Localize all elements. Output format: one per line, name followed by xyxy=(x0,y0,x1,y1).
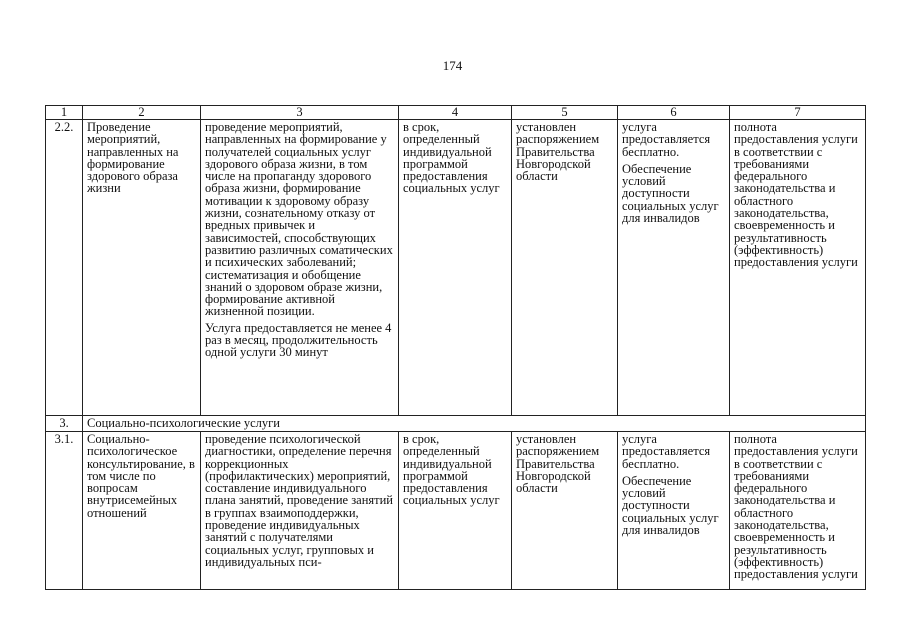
service-content xyxy=(201,120,399,416)
header-cell: 6 xyxy=(618,106,730,120)
service-content-paragraph: Услуга предоставляется не менее 4 раз в месяц, продолжительность одной услуги 30 минут xyxy=(205,320,392,360)
service-cost-paragraph: Обеспечение условий доступности социальных услуг для инвалидов xyxy=(622,161,719,226)
header-cell: 3 xyxy=(201,106,399,120)
page-number: 174 xyxy=(442,58,463,73)
service-cost xyxy=(618,120,730,416)
service-cost-paragraph: услуга предоставляется бесплатно. xyxy=(622,120,711,159)
table-header-row xyxy=(46,106,866,120)
service-term: в срок, определенный индивидуальной программой предоставления социальных услуг xyxy=(399,432,512,590)
service-quality: полнота предоставления услуги в соответствии с требованиями федерального законодательства и областного законодательства, своевременность и результативность (эффективность) предоставления услуги xyxy=(730,432,866,590)
table-row xyxy=(46,120,866,416)
service-cost xyxy=(618,432,730,590)
section-number: 3. xyxy=(46,416,83,432)
table-row xyxy=(46,432,866,590)
service-name: Социально-психологическое консультирование, в том числе по вопросам внутрисемейных отношений xyxy=(83,432,201,590)
service-content-paragraph: проведение мероприятий, направленных на формирование у получателей социальных услуг здорового образа жизни, в том числе на пропаганду здорового образа жизни, формирование мотивации к здоровому образу жизни, сознательному отказу от вредных привычек и зависимостей, способствующих развитию различных соматических и психических заболеваний; систематизация и обобщение знаний о здоровом образе жизни, формирование активной жизненной позиции. xyxy=(205,120,393,319)
header-cell: 1 xyxy=(46,106,83,120)
header-cell: 5 xyxy=(512,106,618,120)
row-number: 2.2. xyxy=(46,120,83,416)
services-table xyxy=(45,105,866,590)
service-content-paragraph: проведение психологической диагностики, определение перечня коррекционных (профилактических) мероприятий, составление индивидуального плана занятий, проведение занятий в группах взаимоподдержки, проведение индивидуальных занятий с получателями социальных услуг, групповых и индивидуальных пси- xyxy=(205,432,393,569)
header-cell: 2 xyxy=(83,106,201,120)
service-cost-paragraph: Обеспечение условий доступности социальных услуг для инвалидов xyxy=(622,473,719,538)
service-name: Проведение мероприятий, направленных на формирование здорового образа жизни xyxy=(83,120,201,416)
section-row xyxy=(46,416,866,432)
section-title: Социально-психологические услуги xyxy=(83,416,866,432)
row-number: 3.1. xyxy=(46,432,83,590)
service-quality: полнота предоставления услуги в соответствии с требованиями федерального законодательства и областного законодательства, своевременность и результативность (эффективность) предоставления услуги xyxy=(730,120,866,416)
service-term: в срок, определенный индивидуальной программой предоставления социальных услуг xyxy=(399,120,512,416)
service-cost-paragraph: услуга предоставляется бесплатно. xyxy=(622,432,711,471)
header-cell: 7 xyxy=(730,106,866,120)
service-tariff: установлен распоряжением Правительства Новгородской области xyxy=(512,120,618,416)
header-cell: 4 xyxy=(399,106,512,120)
service-tariff: установлен распоряжением Правительства Новгородской области xyxy=(512,432,618,590)
service-content xyxy=(201,432,399,590)
